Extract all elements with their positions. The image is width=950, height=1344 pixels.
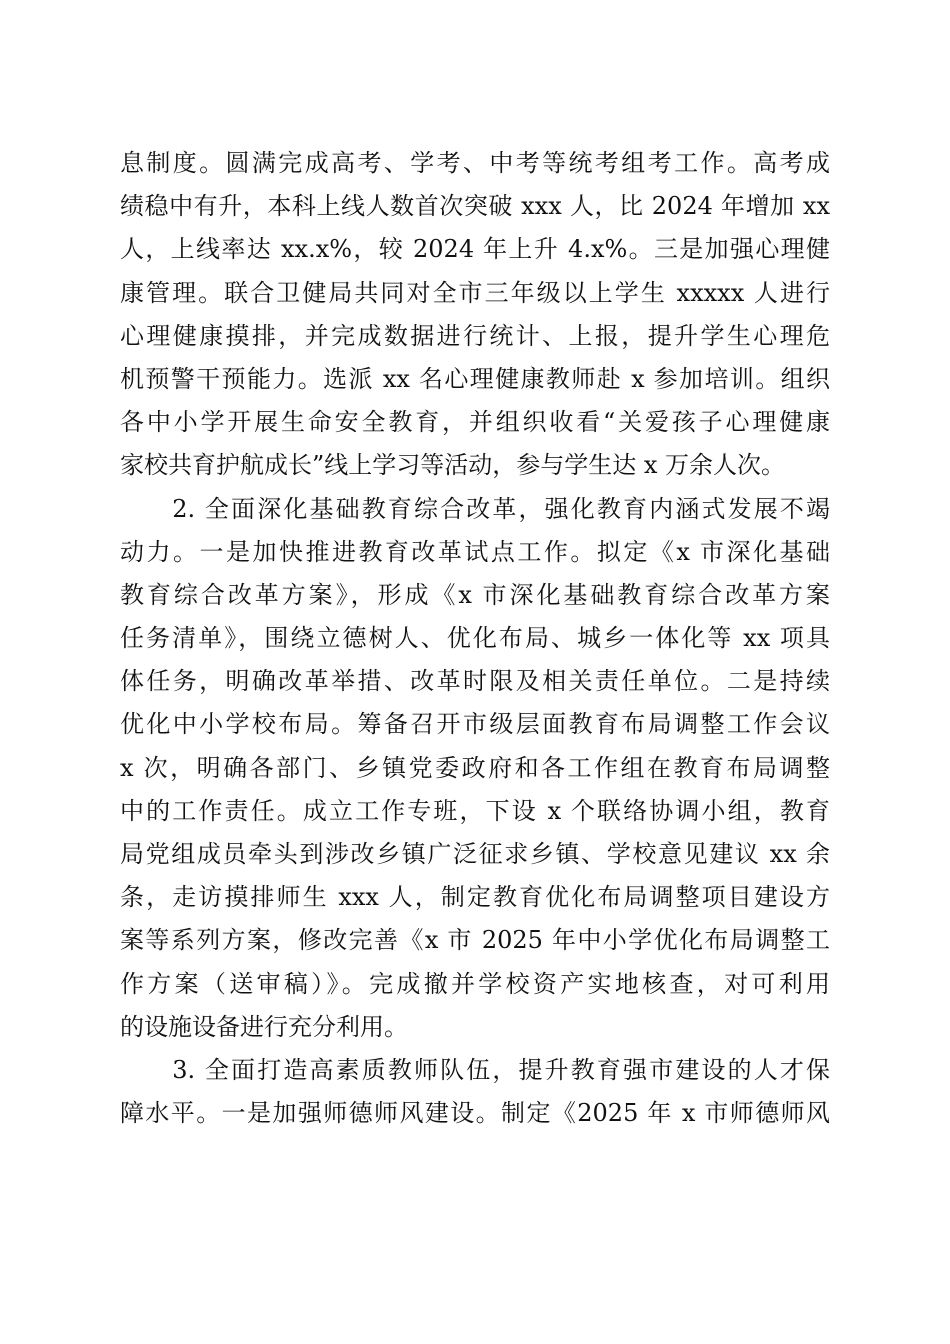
text-line: 中的工作责任。成立工作专班，下设 x 个联络协调小组，教育 — [120, 796, 830, 825]
text-line: 体任务，明确改革举措、改革时限及相关责任单位。二是持续 — [120, 667, 830, 696]
text-line: 局党组成员牵头到涉改乡镇广泛征求乡镇、学校意见建议 xx 余 — [120, 840, 830, 868]
text-line: 机预警干预能力。选派 xx 名心理健康教师赴 x 参加培训。组织 — [120, 364, 830, 393]
text-line: 3. 全面打造高素质教师队伍，提升教育强市建设的人才保 — [120, 1055, 830, 1084]
text-line: 康管理。联合卫健局共同对全市三年级以上学生 xxxxx 人进行 — [120, 278, 830, 307]
text-line: 优化中小学校布局。筹备召开市级层面教育布局调整工作会议 — [120, 710, 830, 739]
text-line: 障水平。一是加强师德师风建设。制定《2025 年 x 市师德师风 — [120, 1099, 830, 1128]
text-line: 动力。一是加快推进教育改革试点工作。拟定《x 市深化基础 — [120, 537, 830, 566]
text-line: 任务清单》，围绕立德树人、优化布局、城乡一体化等 xx 项具 — [120, 624, 830, 653]
text-line: 条，走访摸排师生 xxx 人，制定教育优化布局调整项目建设方 — [120, 883, 830, 912]
text-line: 教育综合改革方案》，形成《x 市深化基础教育综合改革方案 — [120, 580, 830, 609]
body-text — [120, 142, 830, 1135]
text-line: 的设施设备进行充分利用。 — [120, 1012, 408, 1041]
text-line: 心理健康摸排，并完成数据进行统计、上报，提升学生心理危 — [120, 321, 830, 350]
text-line: 家校共育护航成长”线上学习等活动，参与学生达 x 万余人次。 — [120, 451, 786, 480]
text-line: 2. 全面深化基础教育综合改革，强化教育内涵式发展不竭 — [120, 494, 830, 523]
text-line: 案等系列方案，修改完善《x 市 2025 年中小学优化布局调整工 — [120, 926, 830, 955]
text-line: 作方案（送审稿）》。完成撤并学校资产实地核查，对可利用 — [120, 969, 830, 998]
text-line: 各中小学开展生命安全教育，并组织收看“关爱孩子心理健康 — [120, 408, 830, 437]
text-line: 息制度。圆满完成高考、学考、中考等统考组考工作。高考成 — [120, 149, 830, 177]
text-line: 人，上线率达 xx.x%，较 2024 年上升 4.x%。三是加强心理健 — [120, 235, 830, 264]
text-line: x 次，明确各部门、乡镇党委政府和各工作组在教育布局调整 — [120, 753, 830, 782]
text-line: 绩稳中有升，本科上线人数首次突破 xxx 人，比 2024 年增加 xx — [120, 192, 830, 221]
